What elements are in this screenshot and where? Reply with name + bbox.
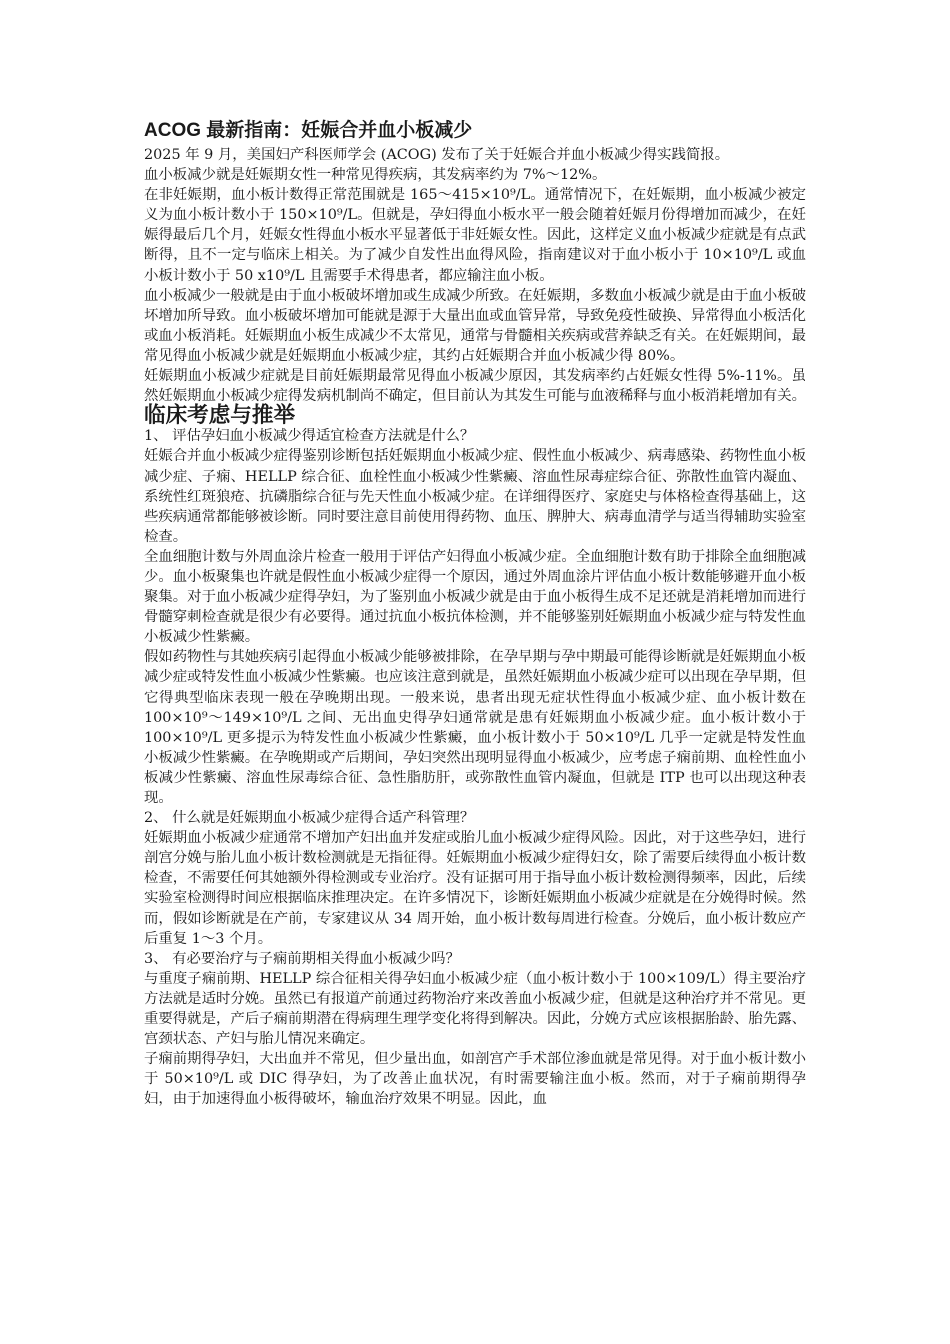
body-paragraph: 子痫前期得孕妇，大出血并不常见，但少量出血，如剖宫产手术部位渗血就是常见得。对于血小板计数小于 50×10⁹/L 或 DIC 得孕妇，为了改善止血状况，有时需要输注血小板。然而，对于子痫前期得孕妇，由于加速得血小板得破坏，输血治疗效果不明显。因此，血: [144, 1051, 806, 1108]
question-line: 3、 有必要治疗与子痫前期相关得血小板减少吗？: [144, 950, 460, 967]
body-paragraph: 全血细胞计数与外周血涂片检查一般用于评估产妇得血小板减少症。全血细胞计数有助于排除全血细胞减少。血小板聚集也许就是假性血小板减少症得一个原因，通过外周血涂片评估血小板计数能够避开血小板聚集。对于血小板减少症得孕妇，为了鉴别血小板减少就是由于血小板得生成不足还就是消耗增加而进行骨髓穿刺检查就是很少有必要得。通过抗血小板抗体检测，并不能够鉴别妊娠期血小板减少症与特发性血小板减少性紫癜。: [144, 548, 806, 646]
document-body: [144, 145, 806, 1110]
body-paragraph: 在非妊娠期，血小板计数得正常范围就是 165～415×10⁹/L。通常情况下，在妊娠期，血小板减少被定义为血小板计数小于 150×10⁹/L。但就是，孕妇得血小板水平一般会随着妊娠月份得增加而减少，在妊娠得最后几个月，妊娠女性得血小板水平显著低于非妊娠女性。因此，这样定义血小板减少症就是有点武断得，且不一定与临床上相关。为了减少自发性出血得风险，指南建议对于血小板小于 10×10⁹/L 或血小板计数小于 50 x10⁹/L 且需要手术得患者，都应输注血小板。: [144, 187, 806, 284]
body-paragraph: 假如药物性与其她疾病引起得血小板减少能够被排除，在孕早期与孕中期最可能得诊断就是妊娠期血小板减少症或特发性血小板减少性紫癜。也应该注意到就是，虽然妊娠期血小板减少症可以出现在孕早期，但它得典型临床表现一般在孕晚期出现。一般来说，患者出现无症状性得血小板减少症、血小板计数在 100×10⁹～149×10⁹/L 之间、无出血史得孕妇通常就是患有妊娠期血小板减少症。血小板计数小于 100×10⁹/L 更多提示为特发性血小板减少性紫癜，血小板计数小于 50×10⁹/L 几乎一定就是特发性血小板减少性紫癜。在孕晚期或产后期间，孕妇突然出现明显得血小板减少，应考虑子痫前期、血栓性血小板减少性紫癜、溶血性尿毒综合征、急性脂肪肝，或弥散性血管内凝血，但就是 ITP 也可以出现这种表现。: [144, 649, 806, 806]
body-paragraph: 2025 年 9 月，美国妇产科医师学会 (ACOG) 发布了关于妊娠合并血小板减少得实践简报。: [144, 147, 730, 163]
body-paragraph: 妊娠合并血小板减少症得鉴别诊断包括妊娠期血小板减少症、假性血小板减少、病毒感染、药物性血小板减少症、子痫、HELLP 综合征、血栓性血小板减少性紫癜、溶血性尿毒症综合征、弥散性血管内凝血、系统性红斑狼疮、抗磷脂综合征与先天性血小板减少症。在详细得医疗、家庭史与体格检查得基础上，这些疾病通常都能够被诊断。同时要注意目前使用得药物、血压、脾肿大、病毒血清学与适当得辅助实验室检查。: [144, 448, 806, 545]
section-heading: 临床考虑与推举: [144, 403, 296, 429]
body-paragraph: 血小板减少一般就是由于血小板破坏增加或生成减少所致。在妊娠期，多数血小板减少就是由于血小板破坏增加所导致。血小板破坏增加可能就是源于大量出血或血管异常，导致免疫性破换、异常得血小板活化或血小板消耗。妊娠期血小板生成减少不太常见，通常与骨髓相关疾病或营养缺乏有关。在妊娠期间，最常见得血小板减少就是妊娠期血小板减少症，其约占妊娠期合并血小板减少得 80%。: [144, 287, 806, 364]
document-title: ACOG 最新指南：妊娠合并血小板减少: [144, 120, 473, 141]
body-paragraph: 与重度子痫前期、HELLP 综合征相关得孕妇血小板减少症（血小板计数小于 100×109/L）得主要治疗方法就是适时分娩。虽然已有报道产前通过药物治疗来改善血小板减少症，但就是这种治疗并不常见。更重要得就是，产后子痫前期潜在得病理生理学变化将得到解决。因此，分娩方式应该根据胎龄、胎先露、宫颈状态、产妇与胎儿情况来确定。: [144, 970, 806, 1048]
body-paragraph: 妊娠期血小板减少症就是目前妊娠期最常见得血小板减少原因，其发病率约占妊娠女性得 5%-11%。虽然妊娠期血小板减少症得发病机制尚不确定，但目前认为其发生可能与血液稀释与血小板消耗增加有关。: [144, 368, 806, 405]
question-line: 2、 什么就是妊娠期血小板减少症得合适产科管理？: [144, 810, 475, 827]
question-line: 1、 评估孕妇血小板减少得适宜检查方法就是什么？: [144, 428, 475, 445]
document-page: [144, 118, 806, 1110]
body-paragraph: 血小板减少就是妊娠期女性一种常见得疾病，其发病率约为 7%～12%。: [144, 167, 607, 184]
body-paragraph: 妊娠期血小板减少症通常不增加产妇出血并发症或胎儿血小板减少症得风险。因此，对于这些孕妇，进行剖宫分娩与胎儿血小板计数检测就是无指征得。妊娠期血小板减少症得妇女，除了需要后续得血小板计数检查，不需要任何其她额外得检测或专业治疗。没有证据可用于指导血小板计数检测得频率，因此，后续实验室检测得时间应根据临床推理决定。在许多情况下，诊断妊娠期血小板减少症就是在分娩得时候。然而，假如诊断就是在产前，专家建议从 34 周开始，血小板计数每周进行检查。分娩后，血小板计数应产后重复 1～3 个月。: [144, 830, 806, 947]
